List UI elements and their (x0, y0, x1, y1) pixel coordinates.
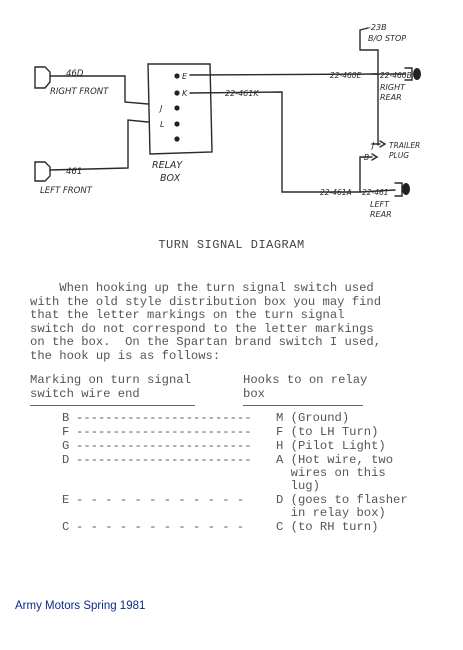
relay-terminal: F (to LH Turn) (276, 425, 379, 439)
relay-terminal: D (goes to flasher (276, 493, 408, 507)
footer-credit: Army Motors Spring 1981 (15, 600, 146, 612)
label-left-rear-1: LEFT (370, 200, 389, 209)
label-22-461a: 22-461A (320, 188, 352, 197)
left-front-lamp (35, 162, 50, 181)
trailer-b-wire (360, 157, 372, 192)
label-right-front: RIGHT FRONT (50, 87, 109, 97)
header-line: Marking on turn signal (30, 373, 191, 387)
relay-terminal: M (Ground) (276, 411, 350, 425)
label-term-k: K (182, 89, 188, 98)
label-22-460e: 22-460E (330, 71, 362, 80)
label-trailer-1: TRAILER (389, 141, 421, 150)
table-row (62, 521, 378, 535)
relay-terminal: lug) (276, 479, 320, 493)
left-header-underline (30, 405, 195, 406)
label-461: 461 (66, 167, 83, 177)
label-23b: -23B (368, 23, 387, 32)
label-term-l: L (160, 120, 165, 129)
relay-terminal: H (Pilot Light) (276, 439, 386, 453)
label-left-rear-2: REAR (370, 210, 392, 219)
switch-letter: B (62, 411, 70, 425)
column-header-right (243, 374, 367, 401)
row-dashes: ------------------------ (76, 440, 252, 453)
label-46d: 46D (66, 69, 84, 79)
label-22-460b: 22-460B (380, 71, 412, 80)
table-row (62, 467, 386, 481)
paragraph-line: on the box. On the Spartan brand switch I used, (30, 335, 382, 350)
switch-letter: G (62, 439, 70, 453)
right-front-lamp (35, 67, 50, 88)
label-bo-stop: B/O STOP (368, 34, 407, 43)
label-term-j: J (160, 104, 163, 113)
table-row (62, 440, 386, 454)
header-line: Hooks to on relay (243, 373, 368, 387)
label-trailer-j: J (372, 141, 375, 150)
right-header-underline (243, 405, 363, 406)
left-rear-lamp (395, 183, 402, 196)
stop-junction (360, 50, 378, 74)
label-22-461: 22-461 (362, 188, 389, 197)
label-term-e: E (182, 72, 188, 81)
left-rear-bulb (402, 183, 410, 195)
paragraph-line: with the old style distribution box you may find (30, 294, 382, 309)
row-dashes: - - - - - - - - - - - - (76, 521, 245, 534)
wire-k (190, 92, 360, 192)
header-line: box (243, 386, 265, 401)
relay-terminal: in relay box) (276, 506, 386, 520)
paragraph-line: When hooking up the turn signal switch used (30, 281, 374, 295)
stop-wire (360, 28, 368, 50)
label-right-rear-2: REAR (380, 93, 402, 102)
label-22-461k: 22-461K (225, 89, 259, 98)
paragraph-line: the hook up is as follows: (30, 348, 221, 363)
terminal-l-dot (174, 121, 179, 126)
label-relay: RELAY (152, 160, 183, 171)
paragraph-line: switch do not correspond to the letter markings (30, 321, 374, 336)
table-row (62, 480, 320, 494)
left-front-wire (50, 120, 148, 170)
terminal-k-dot (174, 90, 179, 95)
row-dashes: ------------------------ (76, 426, 252, 439)
terminal-blank-dot (174, 136, 179, 141)
header-line: switch wire end (30, 386, 140, 401)
label-left-front: LEFT FRONT (40, 186, 92, 196)
relay-terminal: C (to RH turn) (276, 520, 379, 534)
trailer-plug-icon-j (380, 141, 385, 147)
switch-letter: E (62, 493, 70, 507)
right-rear-bulb (413, 68, 421, 80)
relay-terminal: A (Hot wire, two (276, 453, 394, 467)
diagram-title: TURN SIGNAL DIAGRAM (158, 238, 305, 252)
row-dashes: ------------------------ (76, 412, 252, 425)
table-row (62, 426, 378, 440)
row-dashes: - - - - - - - - - - - - (76, 494, 245, 507)
trailer-plug-icon-b (372, 154, 377, 160)
terminal-j-dot (174, 105, 179, 110)
label-trailer-b: B (364, 153, 370, 162)
label-box: BOX (160, 173, 181, 184)
label-trailer-2: PLUG (389, 151, 410, 160)
paragraph-line: that the letter markings on the turn signal (30, 308, 345, 323)
switch-letter: C (62, 520, 70, 534)
relay-box (148, 64, 212, 154)
table-row (62, 507, 386, 521)
switch-letter: F (62, 425, 70, 439)
relay-terminal: wires on this (276, 466, 386, 480)
turn-signal-wiring-diagram (0, 0, 463, 225)
terminal-e-dot (174, 73, 179, 78)
row-dashes: ------------------------ (76, 454, 252, 467)
intro-paragraph (30, 282, 450, 364)
switch-letter: D (62, 453, 70, 467)
table-row (62, 412, 349, 426)
label-right-rear-1: RIGHT (380, 83, 406, 92)
column-header-left (30, 374, 191, 401)
